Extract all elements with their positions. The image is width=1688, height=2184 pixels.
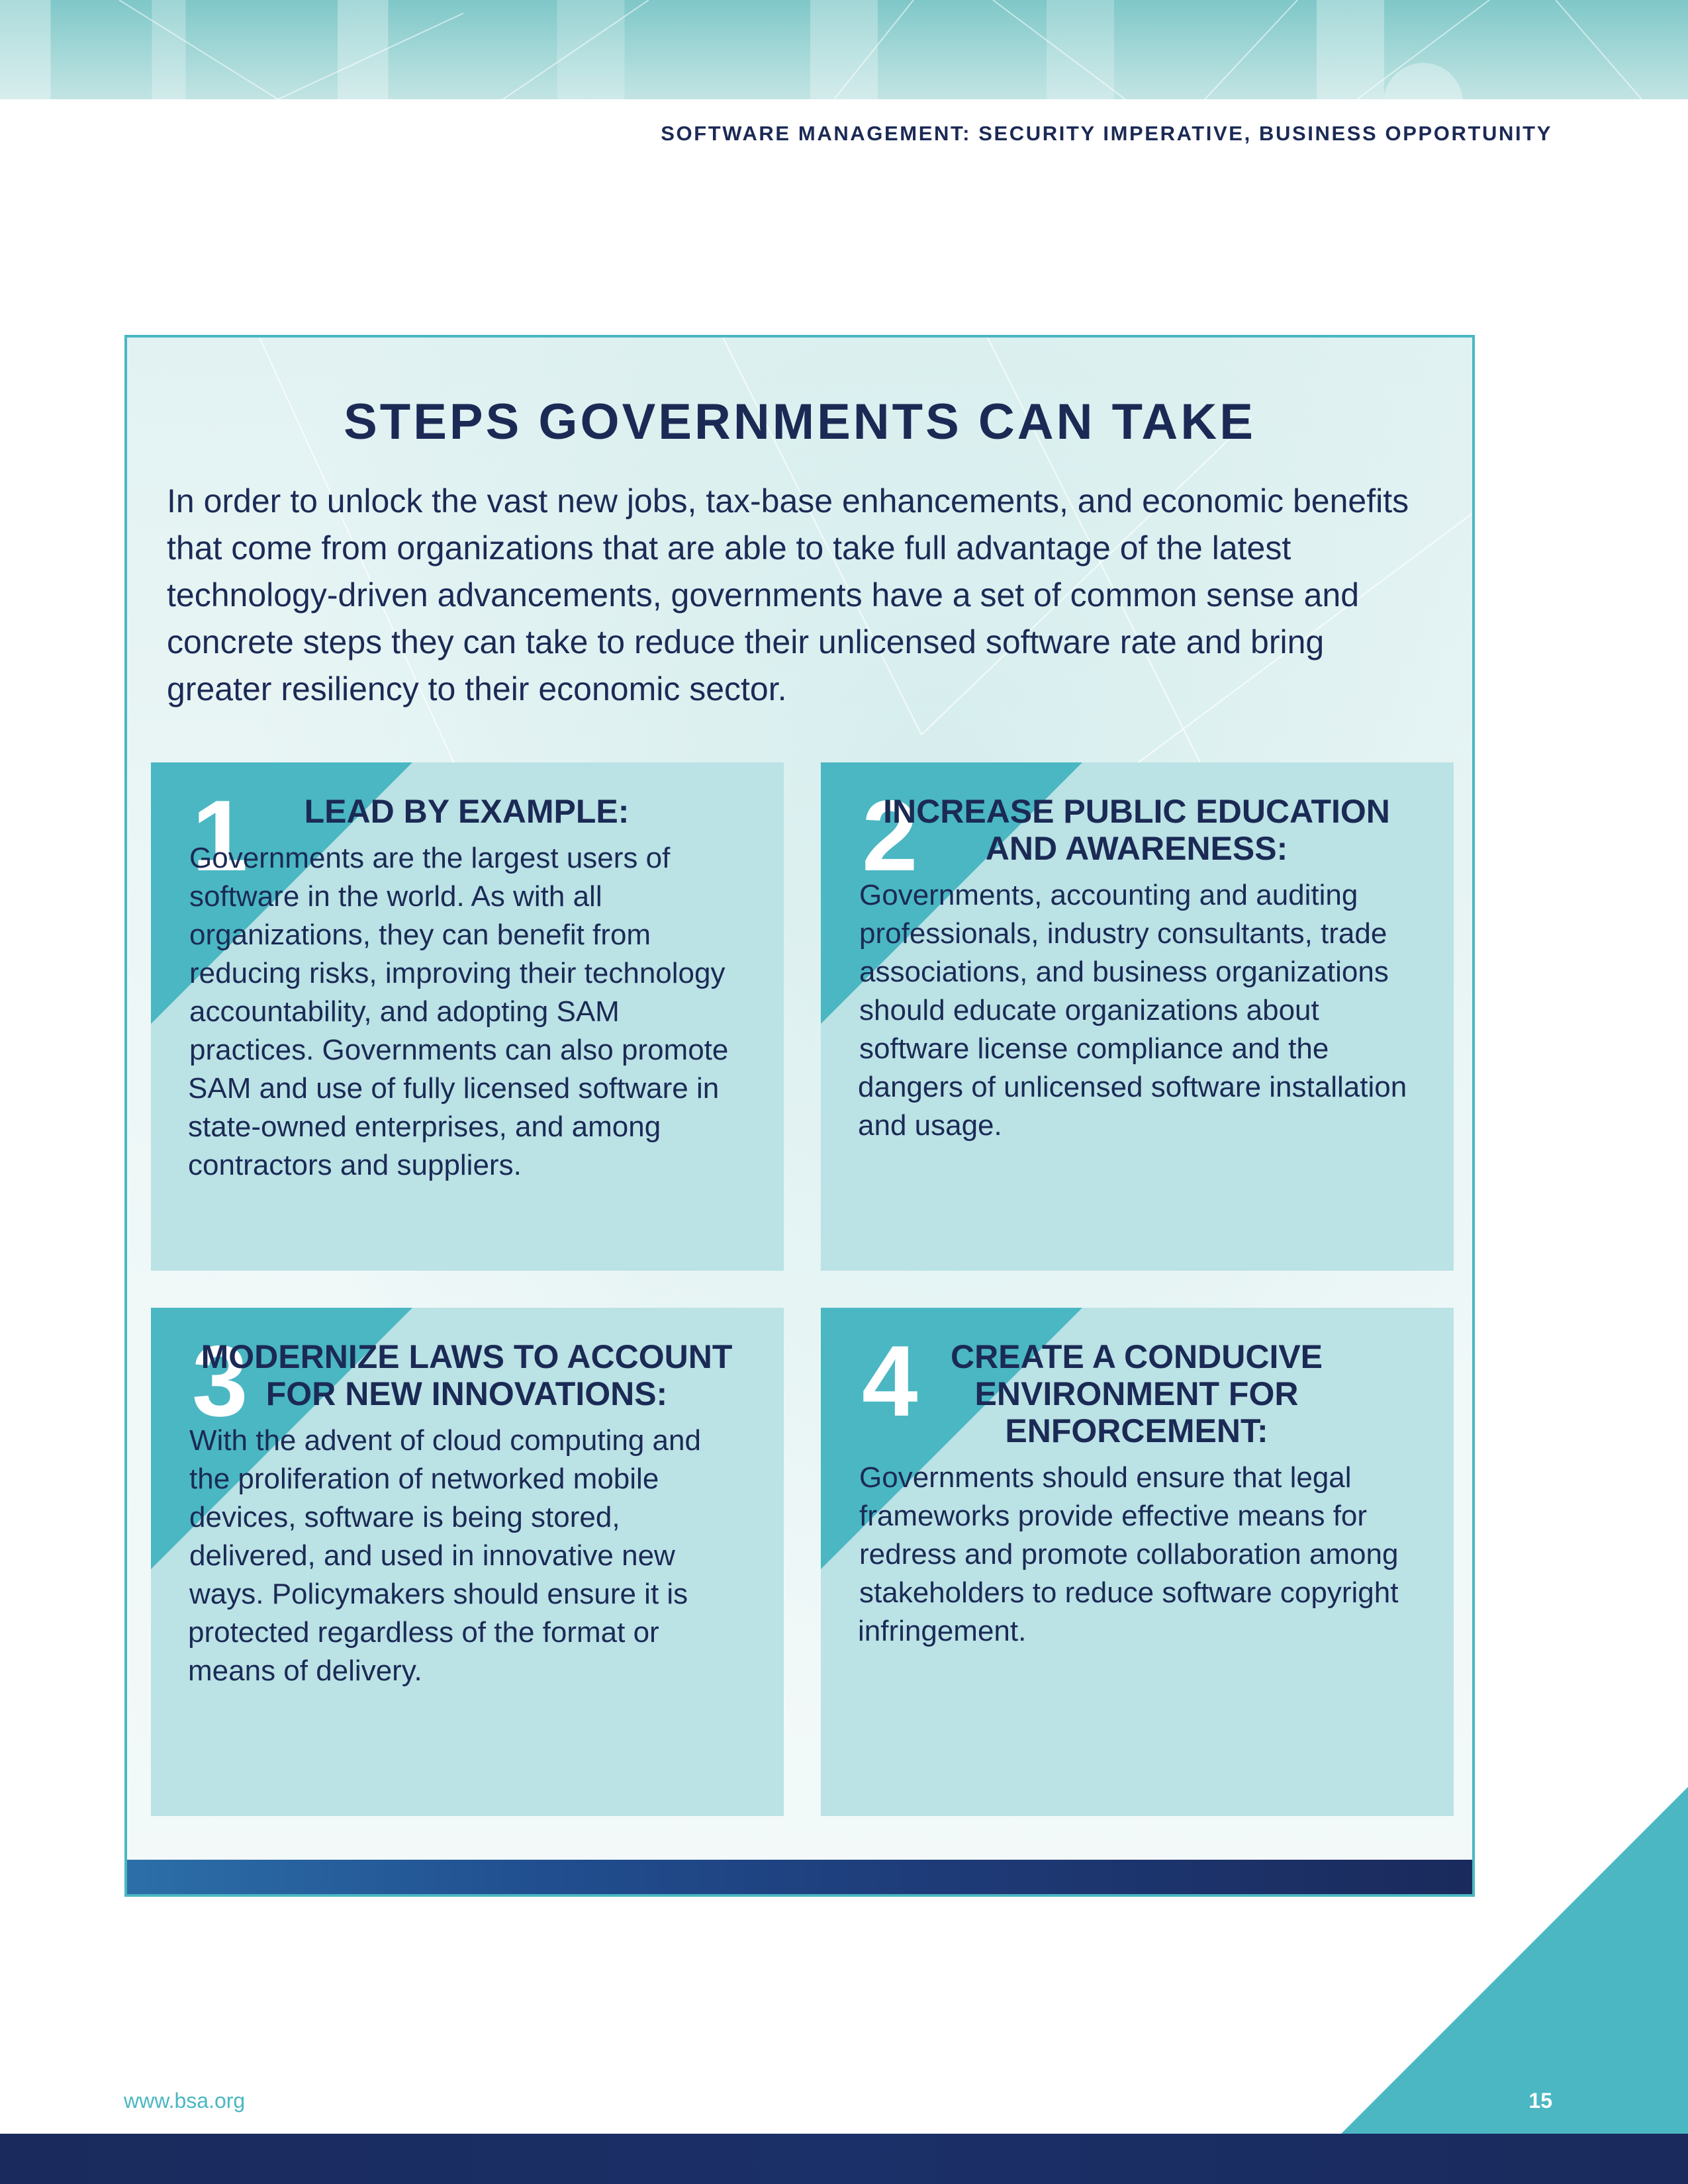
step-body: Governments should ensure that legal frameworks provide effective means for redress and promote collaboration among stakeholders to reduce software copyright infringement.	[858, 1461, 1399, 1647]
box-bottom-band	[127, 1860, 1472, 1894]
step-heading: MODERNIZE LAWS TO ACCOUNT FOR NEW INNOVATIONS:	[201, 1338, 733, 1412]
box-title: STEPS GOVERNMENTS CAN TAKE	[344, 394, 1256, 450]
step-number: 4	[862, 1325, 918, 1437]
step-card-1	[151, 762, 784, 1271]
steps-callout-box	[124, 335, 1475, 1897]
step-heading: INCREASE PUBLIC EDUCATION AND AWARENESS:	[883, 793, 1390, 867]
step-card-2	[821, 762, 1454, 1271]
step-body: Governments, accounting and auditing professionals, industry consultants, trade associations, and business organizations should educate organizations about software license compliance and the dangers of unlicensed software installation and usage.	[858, 879, 1407, 1142]
step-body: With the advent of cloud computing and the proliferation of networked mobile devices, software is being stored, delivered, and used in innovative new ways. Policymakers should ensure it is protected regardless of the format or means of delivery.	[188, 1424, 701, 1687]
page-number: 15	[1528, 2089, 1552, 2113]
step-card-3	[151, 1308, 784, 1816]
step-number: 1	[192, 780, 248, 892]
footer-url-link[interactable]: www.bsa.org	[124, 2089, 246, 2113]
step-number: 2	[862, 780, 918, 892]
intro-paragraph: In order to unlock the vast new jobs, tax-base enhancements, and economic benefits that come from organizations that are able to take full advantage of the latest technology-driven advancements, governments have a set of common sense and concrete steps they can take to reduce their unlicensed software rate and bring greater resiliency to their economic sector.	[167, 482, 1409, 707]
step-number: 3	[192, 1325, 248, 1437]
running-header: SOFTWARE MANAGEMENT: SECURITY IMPERATIVE, BUSINESS OPPORTUNITY	[661, 122, 1552, 145]
step-body: Governments are the largest users of software in the world. As with all organizations, they can benefit from reducing risks, improving their technology accountability, and adopting SAM practices. Governments can also promote SAM and use of fully licensed software in state-owned enterprises, and among contractors and suppliers.	[188, 842, 729, 1181]
footer-band	[0, 2134, 1688, 2184]
step-heading: LEAD BY EXAMPLE:	[304, 793, 630, 830]
step-heading: CREATE A CONDUCIVE ENVIRONMENT FOR ENFORCEMENT:	[950, 1338, 1323, 1449]
step-card-4	[821, 1308, 1454, 1816]
network-lines-graphic	[0, 0, 1688, 99]
top-decorative-banner	[0, 0, 1688, 99]
